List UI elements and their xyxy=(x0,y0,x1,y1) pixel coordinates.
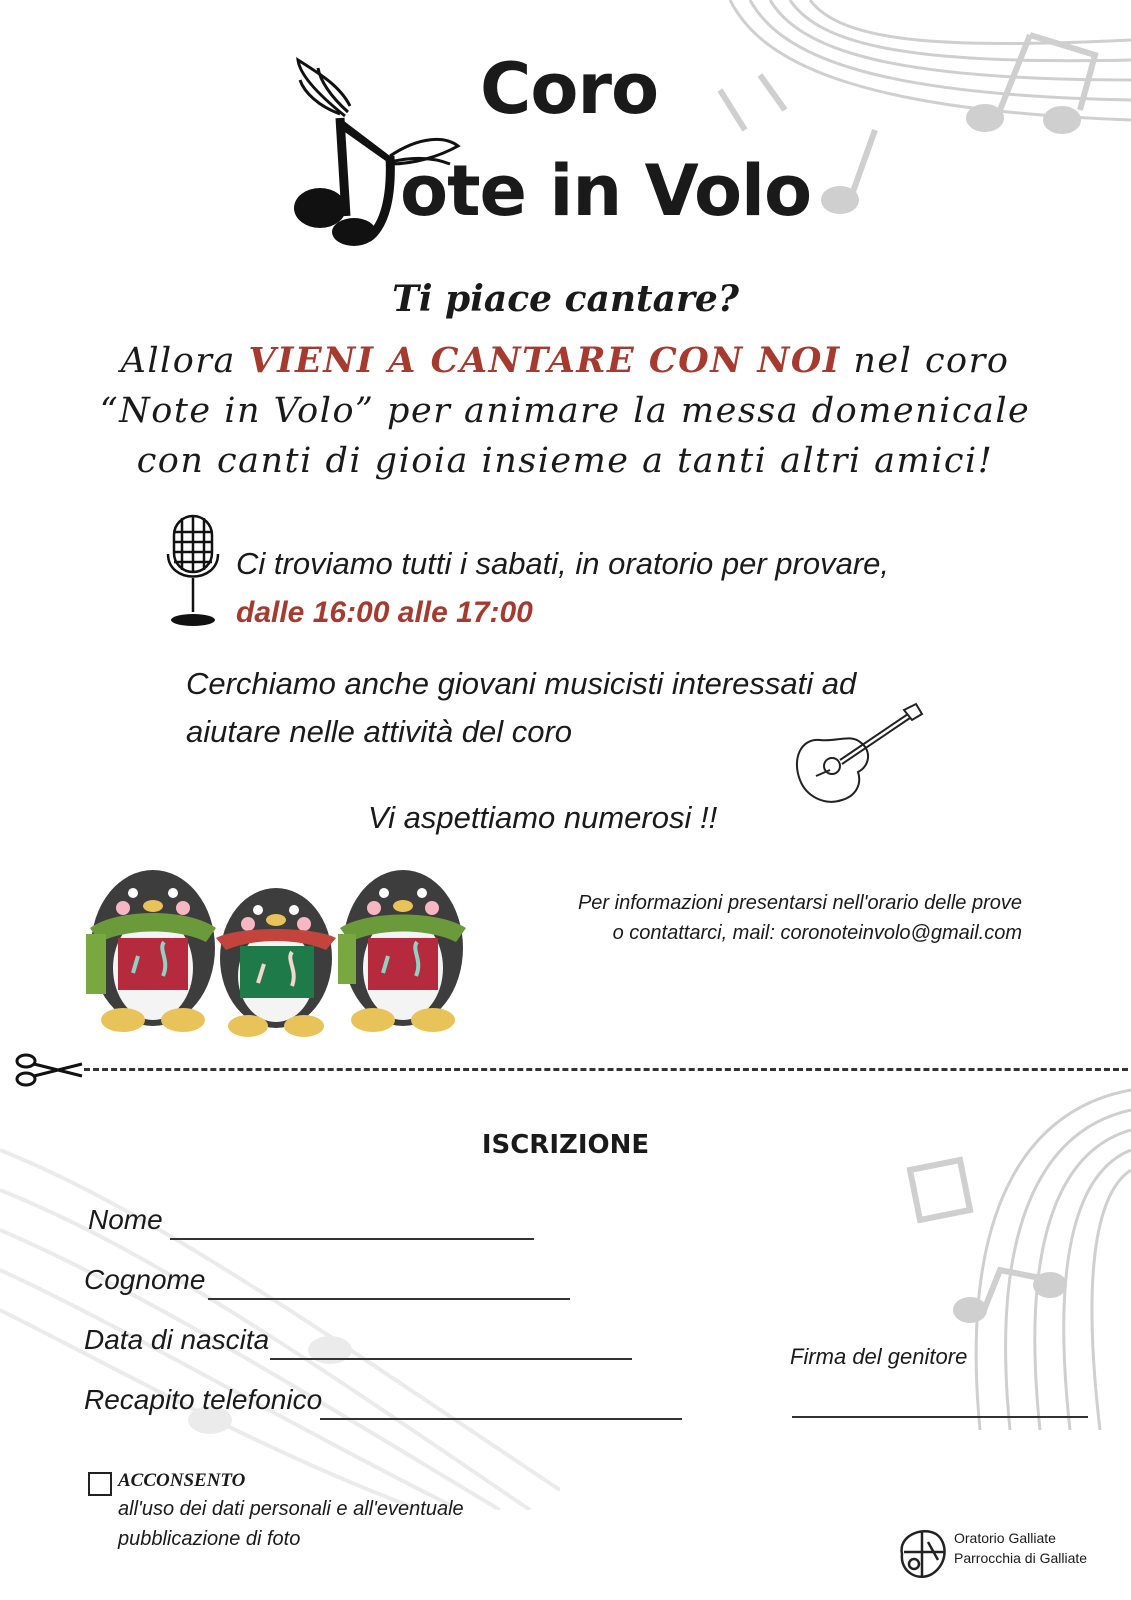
penguin-2 xyxy=(216,888,336,1037)
input-nome[interactable] xyxy=(170,1238,534,1240)
organization-name xyxy=(954,1528,1087,1568)
field-label-recapito: Recapito telefonico xyxy=(84,1384,323,1415)
input-recapito[interactable] xyxy=(320,1418,682,1420)
input-data-nascita[interactable] xyxy=(270,1358,632,1360)
title-coro: Coro xyxy=(480,48,659,130)
closing-text: Vi aspettiamo numerosi !! xyxy=(368,800,718,835)
signature-line[interactable] xyxy=(792,1416,1088,1418)
intro-prefix: Allora xyxy=(120,341,249,381)
consent-checkbox[interactable] xyxy=(88,1472,112,1496)
input-cognome[interactable] xyxy=(208,1298,570,1300)
intro-paragraph xyxy=(70,336,1060,486)
penguin-3 xyxy=(338,870,466,1032)
field-label-nome: Nome xyxy=(88,1204,163,1235)
org-line-2: Parrocchia di Galliate xyxy=(954,1550,1088,1566)
consent-title: ACCONSENTO xyxy=(118,1470,246,1491)
field-label-data-nascita: Data di nascita xyxy=(84,1324,270,1355)
musicians-line-1: Cerchiamo anche giovani musicisti interessati ad xyxy=(186,666,857,701)
oratorio-logo xyxy=(892,1524,952,1582)
penguin-1 xyxy=(86,870,216,1032)
form-heading: ISCRIZIONE xyxy=(481,1130,650,1160)
microphone-icon xyxy=(160,512,226,630)
question-heading: Ti piace cantare? xyxy=(392,278,739,320)
signature-label: Firma del genitore xyxy=(790,1344,968,1369)
penguin-choir-illustration xyxy=(78,838,478,1038)
intro-highlight: VIENI A CANTARE CON NOI xyxy=(248,340,841,381)
field-label-cognome: Cognome xyxy=(84,1264,206,1295)
cut-line xyxy=(84,1068,1128,1071)
music-staff-decoration-bottom-right xyxy=(900,1070,1131,1430)
schedule-time-text: dalle 16:00 alle 17:00 xyxy=(236,596,533,629)
guitar-icon xyxy=(790,700,930,815)
info-line-1: Per informazioni presentarsi nell'orario delle prove xyxy=(577,892,1022,914)
org-line-1: Oratorio Galliate xyxy=(954,1530,1056,1546)
musicians-line-2: aiutare nelle attività del coro xyxy=(186,714,573,749)
info-line-2: o contattarci, mail: coronoteinvolo@gmail.com xyxy=(612,922,1022,944)
schedule-meet-text: Ci troviamo tutti i sabati, in oratorio per provare, xyxy=(236,546,889,581)
title-note-in-volo: ote in Volo xyxy=(400,150,812,232)
consent-text: all'uso dei dati personali e all'eventuale pubblicazione di foto xyxy=(118,1498,464,1550)
intro-suffix: nel coro “Note in Volo” per animare la messa domenicale con canti di gioia insieme a tanti altri amici! xyxy=(99,341,1031,481)
scissors-icon xyxy=(14,1052,84,1088)
info-text xyxy=(520,888,1022,948)
